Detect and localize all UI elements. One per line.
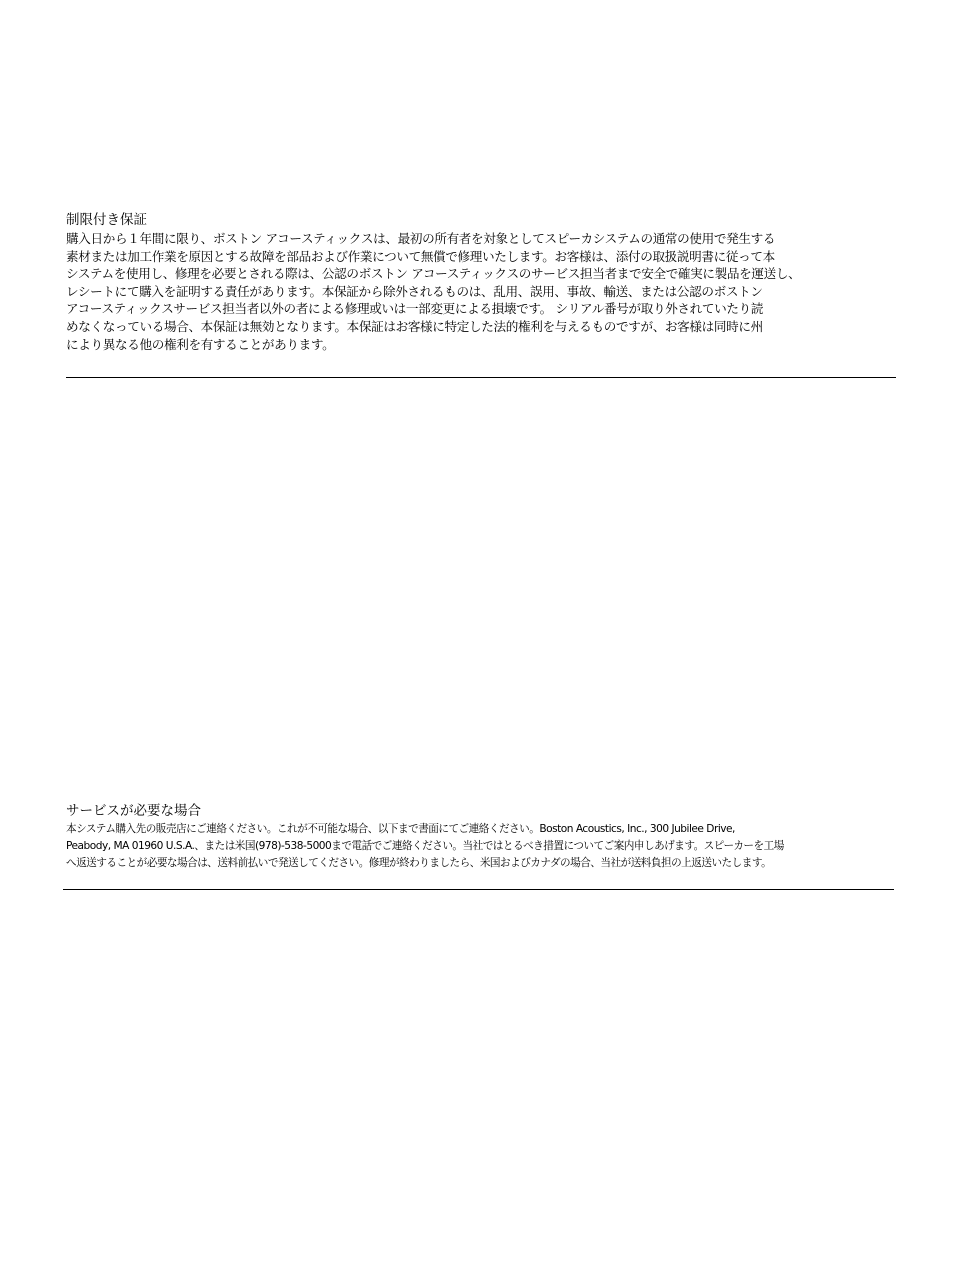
- service-body: [66, 821, 898, 873]
- warranty-line: レシートにて購入を証明する責任があります。本保証から除外されるものは、乱用、誤用、事故、輸送、または公認のボストン: [66, 283, 763, 299]
- warranty-line: 購入日から１年間に限り、ボストン アコースティックスは、最初の所有者を対象としてスピーカシステムの通常の使用で発生する: [66, 231, 776, 246]
- warranty-heading: 制限付き保証: [66, 212, 147, 228]
- warranty-line: 素材または加工作業を原因とする故障を部品および作業について無償で修理いたします。お客様は、添付の取扱説明書に従って本: [66, 248, 775, 264]
- warranty-section: [66, 211, 898, 353]
- warranty-body: [66, 230, 898, 353]
- service-section: [66, 802, 898, 873]
- warranty-line: システムを使用し、修理を必要とされる際は、公認のボストン アコースティックスのサービス担当者まで安全で確実に製品を運送し、: [66, 266, 801, 282]
- warranty-line: アコースティックスサービス担当者以外の者による修理或いは一部変更による損壊です。 シリアル番号が取り外されていたり読: [66, 301, 764, 317]
- service-heading: サービスが必要な場合: [66, 803, 201, 819]
- section-divider: [63, 889, 894, 890]
- section-divider: [66, 377, 896, 378]
- service-line: Peabody, MA 01960 U.S.A.、または米国(978)-538-5000まで電話でご連絡ください。当社ではとるべき措置についてご案内申しあげます。スピーカーを工場: [66, 840, 784, 853]
- service-line: へ返送することが必要な場合は、送料前払いで発送してください。修理が終わりましたら、米国およびカナダの場合、当社が送料負担の上返送いたします。: [66, 857, 772, 870]
- warranty-line: めなくなっている場合、本保証は無効となります。本保証はお客様に特定した法的権利を与えるものですが、お客様は同時に州: [66, 318, 763, 334]
- service-line: 本システム購入先の販売店にご連絡ください。これが不可能な場合、以下まで書面にてご連絡ください。Boston Acoustics, Inc., 300 Jubilee Drive,: [66, 823, 735, 835]
- warranty-line: により異なる他の権利を有することがあります。: [66, 336, 335, 352]
